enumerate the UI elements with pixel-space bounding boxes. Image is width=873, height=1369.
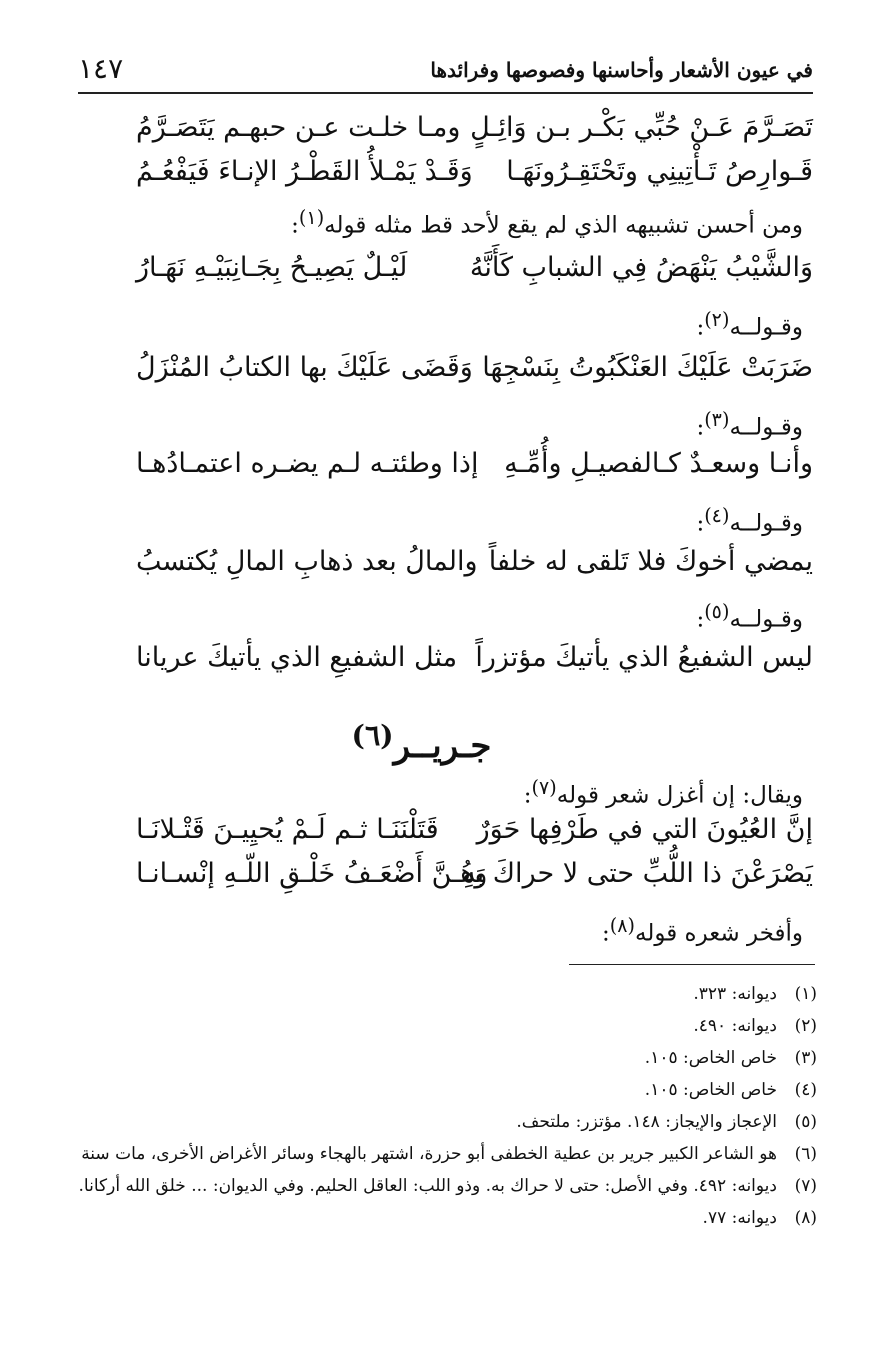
footnote-number: (٤)	[794, 1080, 817, 1100]
footnote-text: الإعجاز والإيجاز: ١٤٨. مؤتزر: ملتحف.	[516, 1112, 777, 1132]
footnote-text: ديوانه: ٤٩٢. وفي الأصل: حتى لا حراك به. وذو اللب: العاقل الحليم. وفي الديوان: ... خلق الله أركانا.	[78, 1176, 777, 1196]
verse-first-hemistich: ضَرَبَتْ عَلَيْكَ العَنْكَبُوتُ بِنَسْجِهَا	[482, 352, 813, 383]
verse-second-hemistich: مثل الشفيعِ الذي يأتيكَ عريانا	[136, 642, 458, 673]
qawluhu-text: وقـولــه	[729, 414, 803, 441]
footnote-text: ديوانه: ٤٩٠.	[693, 1016, 777, 1036]
verse-line	[80, 538, 813, 586]
verse-second-hemistich: والمالُ بعد ذهابِ المالِ يُكتسبُ	[136, 546, 478, 577]
colon: :	[696, 510, 705, 537]
footnote-ref: (٤)	[704, 504, 730, 527]
verse-first-hemistich: وأنـا وسعـدٌ كـالفصيـلِ وأُمِّـهِ	[504, 448, 813, 479]
colon: :	[696, 414, 705, 441]
footnote-number: (٥)	[794, 1112, 817, 1132]
footnote	[70, 1170, 817, 1202]
verse-second-hemistich: لَيْـلٌ يَصِيـحُ بِجَـانِبَيْـهِ نَهَـارُ	[136, 252, 408, 283]
footnote-ref: (٧)	[531, 776, 557, 799]
verse-line	[80, 148, 813, 196]
verse-line	[80, 634, 813, 682]
verse-second-hemistich: ومـا خلـت عـن حبهـم يَتَصَـرَّمُ	[136, 112, 461, 143]
colon: :	[602, 920, 610, 947]
colon: :	[523, 782, 532, 809]
footnote-divider	[569, 964, 815, 965]
verse-first-hemistich: تَصَـرَّمَ عَـنْ حُبِّي بَكْـر بـن وَائِـلٍ	[470, 112, 813, 143]
qawluhu-text: وقـولــه	[729, 606, 803, 633]
footnote-number: (٢)	[794, 1016, 817, 1036]
verse-first-hemistich: ليس الشفيعُ الذي يأتيكَ مؤتزراً	[475, 642, 813, 673]
verse-second-hemistich: وَقَـدْ يَمْـلأُ القَطْـرُ الإنـاءَ فَيَفْعُـمُ	[136, 156, 473, 187]
footnote	[70, 1202, 817, 1234]
verse-first-hemistich: إنَّ العُيُونَ التي في طَرْفِها حَوَرٌ	[476, 814, 813, 845]
footnote	[70, 978, 817, 1010]
footnote-number: (٣)	[794, 1048, 817, 1068]
footnote-ref: (١)	[298, 206, 325, 229]
colon: :	[291, 212, 299, 239]
afkhar-text: وأفخر شعره قوله	[635, 920, 803, 947]
prose-line	[80, 496, 803, 544]
footnote-number: (٦)	[794, 1144, 817, 1164]
verse-first-hemistich: يمضي أخوكَ فلا تَلقى له خلفاً	[488, 546, 813, 577]
colon: :	[696, 606, 705, 633]
prose-line	[80, 592, 803, 640]
footnote-ref: (٨)	[609, 914, 636, 937]
verse-first-hemistich: قَـوارِصُ تَـأْتِينِي وتَحْتَقِـرُونَهَـا	[506, 156, 813, 187]
verse-second-hemistich: قَتَلْنَنَـا ثـم لَـمْ يُحيِيـنَ قَتْـلانَـا	[136, 814, 439, 845]
verse-line	[80, 244, 813, 292]
verse-line	[80, 440, 813, 488]
jarir-intro-text: ويقال: إن أغزل شعر قوله	[556, 782, 803, 809]
prose-line	[80, 300, 803, 348]
footnote-number: (١)	[794, 984, 817, 1004]
footnote	[70, 1042, 817, 1074]
prose-line	[80, 906, 803, 954]
verse-line	[80, 344, 813, 392]
footnote-number: (٨)	[794, 1208, 817, 1228]
verse-second-hemistich: وَهُـنَّ أَضْعَـفُ خَلْـقِ اللّـهِ إنْسـانـا	[136, 858, 488, 889]
footnote-ref: (٦)	[351, 718, 394, 752]
footnote	[70, 1138, 817, 1170]
footnote-ref: (٥)	[704, 600, 730, 623]
footnote	[70, 1106, 817, 1138]
footnote-text: هو الشاعر الكبير جرير بن عطية الخطفى أبو حزرة، اشتهر بالهجاء وسائر الأغراض الأخرى، مات سنة	[81, 1144, 777, 1164]
verse-first-hemistich: يَصْرَعْنَ ذا اللُّبِّ حتى لا حراكَ بهِ	[462, 858, 813, 889]
footnote-text: ديوانه: ٧٧.	[702, 1208, 777, 1228]
footnotes	[70, 978, 817, 1234]
footnote-text: خاص الخاص: ١٠٥.	[644, 1048, 777, 1068]
footnote-ref: (٣)	[704, 408, 730, 431]
verse-first-hemistich: وَالشَّيْبُ يَنْهَضُ فِي الشبابِ كَأَنَّهُ	[469, 252, 813, 283]
colon: :	[696, 314, 705, 341]
page-header	[78, 52, 813, 94]
section-title-text: جـريــر	[393, 726, 492, 767]
page-number: ١٤٧	[78, 52, 124, 85]
running-title: في عيون الأشعار وأحاسنها وفصوصها وفرائدها	[430, 58, 813, 82]
verse-line	[80, 850, 813, 898]
verse-second-hemistich: وَقَضَى عَلَيْكَ بها الكتابُ المُنْزَلُ	[136, 352, 473, 383]
intro-text: ومن أحسن تشبيهه الذي لم يقع لأحد قط مثله قوله	[324, 212, 803, 239]
verse-second-hemistich: إذا وطئتـه لـم يضـره اعتمـادُهـا	[136, 448, 479, 479]
section-heading	[0, 718, 873, 766]
footnote-number: (٧)	[794, 1176, 817, 1196]
footnote	[70, 1074, 817, 1106]
footnote-ref: (٢)	[704, 308, 730, 331]
verse-line	[80, 104, 813, 152]
footnote-text: خاص الخاص: ١٠٥.	[644, 1080, 777, 1100]
verse-line	[80, 806, 813, 854]
footnote-text: ديوانه: ٣٢٣.	[693, 984, 777, 1004]
prose-line	[80, 198, 803, 246]
qawluhu-text: وقـولــه	[729, 314, 803, 341]
qawluhu-text: وقـولــه	[729, 510, 803, 537]
footnote	[70, 1010, 817, 1042]
